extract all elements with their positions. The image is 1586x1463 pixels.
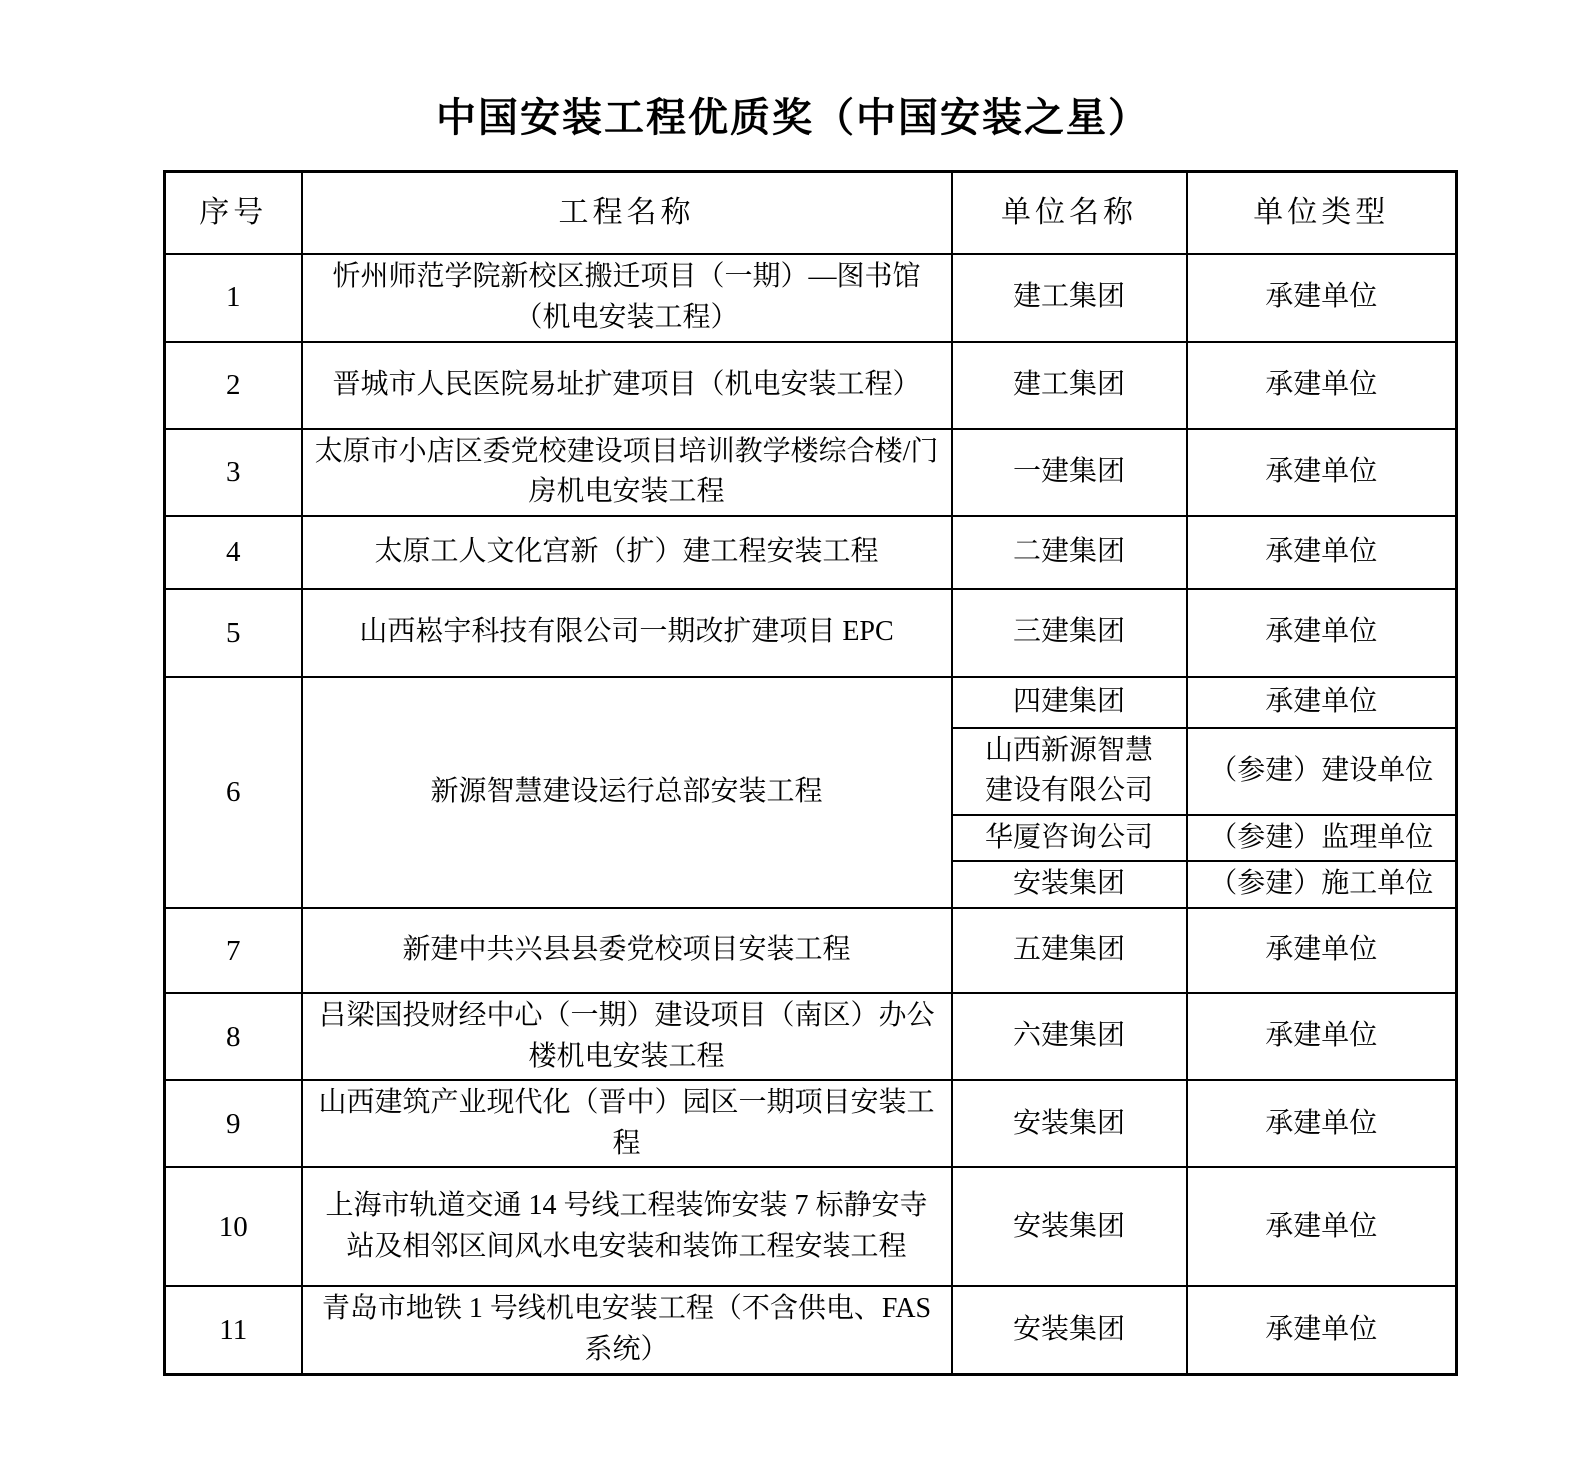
cell-unit-type: 承建单位	[1187, 342, 1457, 429]
table-row	[165, 429, 1457, 516]
cell-no: 5	[165, 589, 302, 677]
cell-unit-type: 承建单位	[1187, 677, 1457, 728]
header-project: 工程名称	[302, 172, 952, 254]
table-row	[165, 254, 1457, 342]
header-row	[165, 172, 1457, 254]
table-row	[165, 908, 1457, 993]
cell-unit-type: 承建单位	[1187, 516, 1457, 589]
cell-unit-type: 承建单位	[1187, 908, 1457, 993]
table-row	[165, 1080, 1457, 1167]
cell-project: 吕梁国投财经中心（一期）建设项目（南区）办公楼机电安装工程	[302, 993, 952, 1080]
cell-unit-name: 安装集团	[952, 1167, 1187, 1286]
cell-unit-name: 安装集团	[952, 861, 1187, 908]
cell-unit-type: （参建）施工单位	[1187, 861, 1457, 908]
cell-project: 山西崧宇科技有限公司一期改扩建项目 EPC	[302, 589, 952, 677]
table-row	[165, 516, 1457, 589]
cell-unit-type: 承建单位	[1187, 429, 1457, 516]
cell-project: 太原工人文化宫新（扩）建工程安装工程	[302, 516, 952, 589]
cell-unit-type: 承建单位	[1187, 589, 1457, 677]
cell-project: 上海市轨道交通 14 号线工程装饰安装 7 标静安寺站及相邻区间风水电安装和装饰工程安装工程	[302, 1167, 952, 1286]
page-title: 中国安装工程优质奖（中国安装之星）	[436, 95, 1150, 140]
cell-unit-name: 二建集团	[952, 516, 1187, 589]
cell-unit-name: 建工集团	[952, 342, 1187, 429]
table-row	[165, 342, 1457, 429]
cell-no: 2	[165, 342, 302, 429]
cell-no: 3	[165, 429, 302, 516]
cell-no: 11	[165, 1286, 302, 1374]
table-row	[165, 677, 1457, 728]
cell-project: 晋城市人民医院易址扩建项目（机电安装工程）	[302, 342, 952, 429]
cell-no: 8	[165, 993, 302, 1080]
cell-project: 山西建筑产业现代化（晋中）园区一期项目安装工程	[302, 1080, 952, 1167]
header-unit-type: 单位类型	[1187, 172, 1457, 254]
cell-project: 新建中共兴县县委党校项目安装工程	[302, 908, 952, 993]
cell-unit-name: 华厦咨询公司	[952, 815, 1187, 862]
table-row	[165, 1286, 1457, 1374]
cell-no: 4	[165, 516, 302, 589]
cell-unit-name: 一建集团	[952, 429, 1187, 516]
header-unit-name: 单位名称	[952, 172, 1187, 254]
cell-project: 太原市小店区委党校建设项目培训教学楼综合楼/门房机电安装工程	[302, 429, 952, 516]
cell-unit-name: 五建集团	[952, 908, 1187, 993]
cell-unit-name: 三建集团	[952, 589, 1187, 677]
cell-unit-name: 六建集团	[952, 993, 1187, 1080]
cell-unit-name: 安装集团	[952, 1286, 1187, 1374]
cell-project: 忻州师范学院新校区搬迁项目（一期）—图书馆（机电安装工程）	[302, 254, 952, 342]
cell-unit-name: 建工集团	[952, 254, 1187, 342]
cell-unit-type: 承建单位	[1187, 1167, 1457, 1286]
cell-unit-type: 承建单位	[1187, 993, 1457, 1080]
cell-unit-name: 安装集团	[952, 1080, 1187, 1167]
cell-unit-type: （参建）建设单位	[1187, 728, 1457, 815]
cell-no: 9	[165, 1080, 302, 1167]
table-row	[165, 1167, 1457, 1286]
cell-no: 10	[165, 1167, 302, 1286]
cell-project: 青岛市地铁 1 号线机电安装工程（不含供电、FAS 系统）	[302, 1286, 952, 1374]
cell-no: 1	[165, 254, 302, 342]
cell-project: 新源智慧建设运行总部安装工程	[302, 677, 952, 908]
cell-no: 7	[165, 908, 302, 993]
cell-unit-type: 承建单位	[1187, 1080, 1457, 1167]
cell-unit-type: 承建单位	[1187, 254, 1457, 342]
cell-unit-name: 山西新源智慧建设有限公司	[952, 728, 1187, 815]
table-row	[165, 589, 1457, 677]
table-row	[165, 993, 1457, 1080]
cell-unit-type: 承建单位	[1187, 1286, 1457, 1374]
cell-unit-name: 四建集团	[952, 677, 1187, 728]
header-no: 序号	[165, 172, 302, 254]
cell-unit-type: （参建）监理单位	[1187, 815, 1457, 862]
award-table	[163, 170, 1458, 1376]
cell-no: 6	[165, 677, 302, 908]
